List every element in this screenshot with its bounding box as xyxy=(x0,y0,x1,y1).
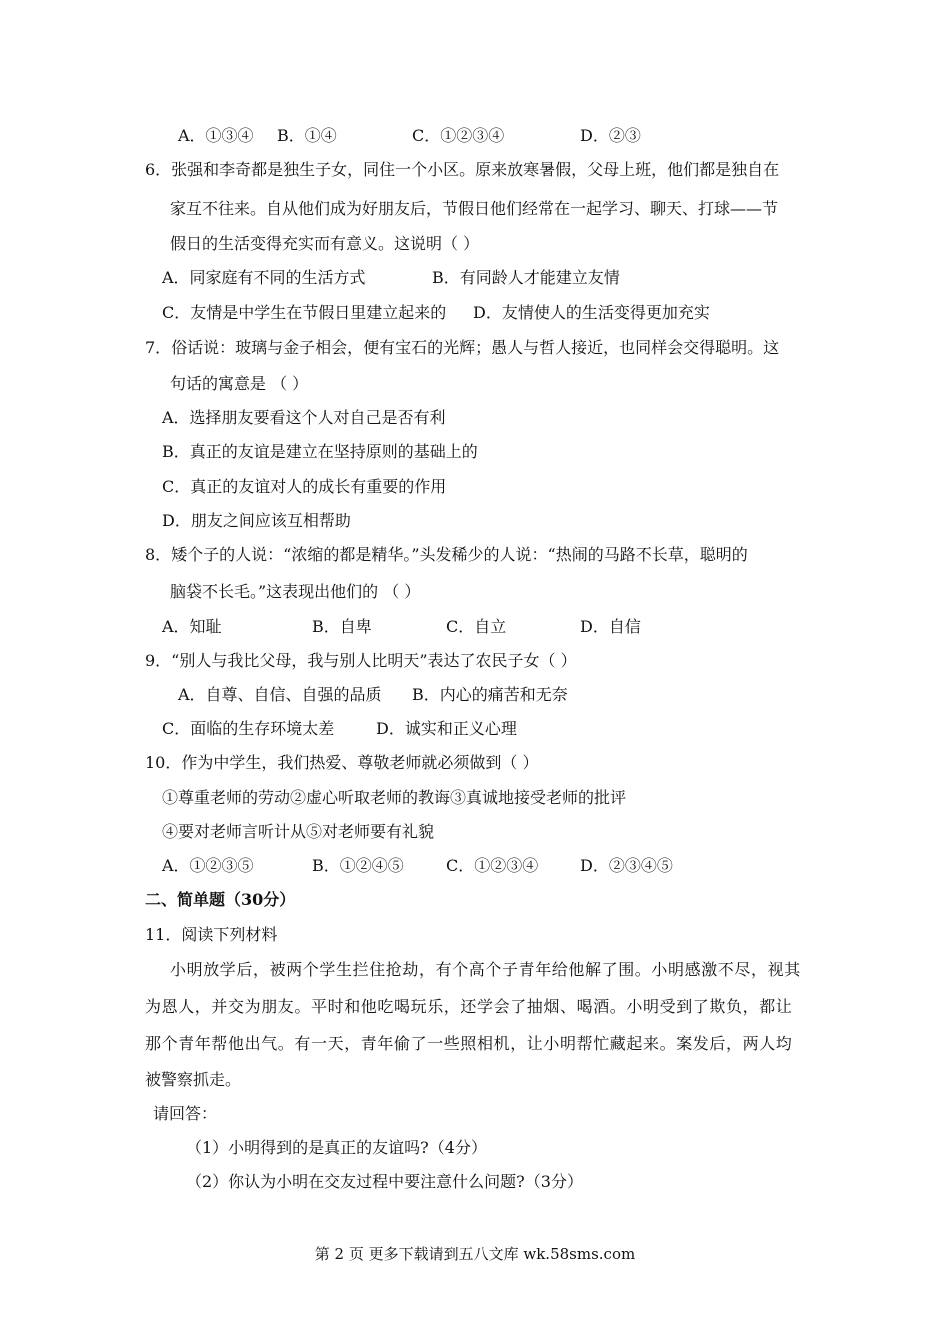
q11-material-line2: 为恩人，并交为朋友。平时和他吃喝玩乐，还学会了抽烟、喝酒。小明受到了欺负，都让 xyxy=(145,997,793,1016)
q8-option-b: B．自卑 xyxy=(312,617,372,636)
q10-option-d: D．②③④⑤ xyxy=(580,856,673,875)
q9-option-d: D．诚实和正义心理 xyxy=(376,719,517,738)
q7-option-a: A．选择朋友要看这个人对自己是否有利 xyxy=(162,408,446,427)
q7-option-c: C．真正的友谊对人的成长有重要的作用 xyxy=(162,477,447,496)
q6-option-a: A．同家庭有不同的生活方式 xyxy=(162,268,366,287)
q10-items-line2: ④要对老师言听计从⑤对老师要有礼貌 xyxy=(162,822,435,841)
q5-option-a: A．①③④ xyxy=(178,126,254,145)
q7-option-b: B．真正的友谊是建立在坚持原则的基础上的 xyxy=(162,442,478,461)
q10-option-b: B．①②④⑤ xyxy=(312,856,404,875)
q10-stem-line1: 10．作为中学生，我们热爱、尊敬老师就必须做到（ ） xyxy=(145,753,539,772)
q10-option-a: A．①②③⑤ xyxy=(162,856,254,875)
q8-stem-line2: 脑袋不长毛。”这表现出他们的 （ ） xyxy=(170,582,421,601)
q6-stem-line1: 6．张强和李奇都是独生子女，同住一个小区。原来放寒暑假，父母上班，他们都是独自在 xyxy=(145,160,780,179)
q10-option-c: C．①②③④ xyxy=(446,856,539,875)
section-heading: 二、简单题（30分） xyxy=(145,890,296,909)
q11-ask-label: 请回答： xyxy=(153,1104,218,1123)
q6-option-d: D．友情使人的生活变得更加充实 xyxy=(473,303,710,322)
q6-stem-line2: 家互不往来。自从他们成为好朋友后，节假日他们经常在一起学习、聊天、打球——节 xyxy=(170,199,779,218)
q7-stem-line2: 句话的寓意是 （ ） xyxy=(170,374,309,393)
q6-option-c: C．友情是中学生在节假日里建立起来的 xyxy=(162,303,447,322)
q8-stem-line1: 8．矮个子的人说：“浓缩的都是精华。”头发稀少的人说：“热闹的马路不长草，聪明的 xyxy=(145,545,748,564)
q7-option-d: D．朋友之间应该互相帮助 xyxy=(162,511,351,530)
q11-subquestion-1: （1）小明得到的是真正的友谊吗?（4分） xyxy=(186,1138,487,1157)
q9-stem-line1: 9．“别人与我比父母，我与别人比明天”表达了农民子女（ ） xyxy=(145,651,577,670)
q9-option-a: A．自尊、自信、自强的品质 xyxy=(178,685,382,704)
q7-stem-line1: 7．俗话说：玻璃与金子相会，便有宝石的光辉；愚人与哲人接近，也同样会交得聪明。这 xyxy=(145,338,780,357)
q8-option-d: D．自信 xyxy=(580,617,641,636)
q5-option-b: B．①④ xyxy=(277,126,337,145)
q8-option-c: C．自立 xyxy=(446,617,507,636)
q8-option-a: A．知耻 xyxy=(162,617,222,636)
q5-option-d: D．②③ xyxy=(580,126,641,145)
q11-material-line4: 被警察抓走。 xyxy=(145,1070,242,1089)
q11-material-line3: 那个青年帮他出气。有一天，青年偷了一些照相机，让小明帮忙藏起来。案发后，两人均 xyxy=(145,1034,793,1053)
q6-stem-line3: 假日的生活变得充实而有意义。这说明（ ） xyxy=(170,234,480,253)
q9-option-b: B．内心的痛苦和无奈 xyxy=(412,685,568,704)
q11-material-line1: 小明放学后，被两个学生拦住抢劫，有个高个子青年给他解了围。小明感激不尽，视其 xyxy=(170,960,801,979)
q6-option-b: B．有同龄人才能建立友情 xyxy=(432,268,620,287)
page-footer: 第 2 页 更多下载请到五八文库 wk.58sms.com xyxy=(314,1245,636,1263)
q11-subquestion-2: （2）你认为小明在交友过程中要注意什么问题?（3分） xyxy=(186,1172,583,1191)
q10-items-line1: ①尊重老师的劳动②虚心听取老师的教诲③真诚地接受老师的批评 xyxy=(162,788,627,807)
q11-stem: 11．阅读下列材料 xyxy=(145,925,278,944)
q9-option-c: C．面临的生存环境太差 xyxy=(162,719,335,738)
q5-option-c: C．①②③④ xyxy=(412,126,505,145)
